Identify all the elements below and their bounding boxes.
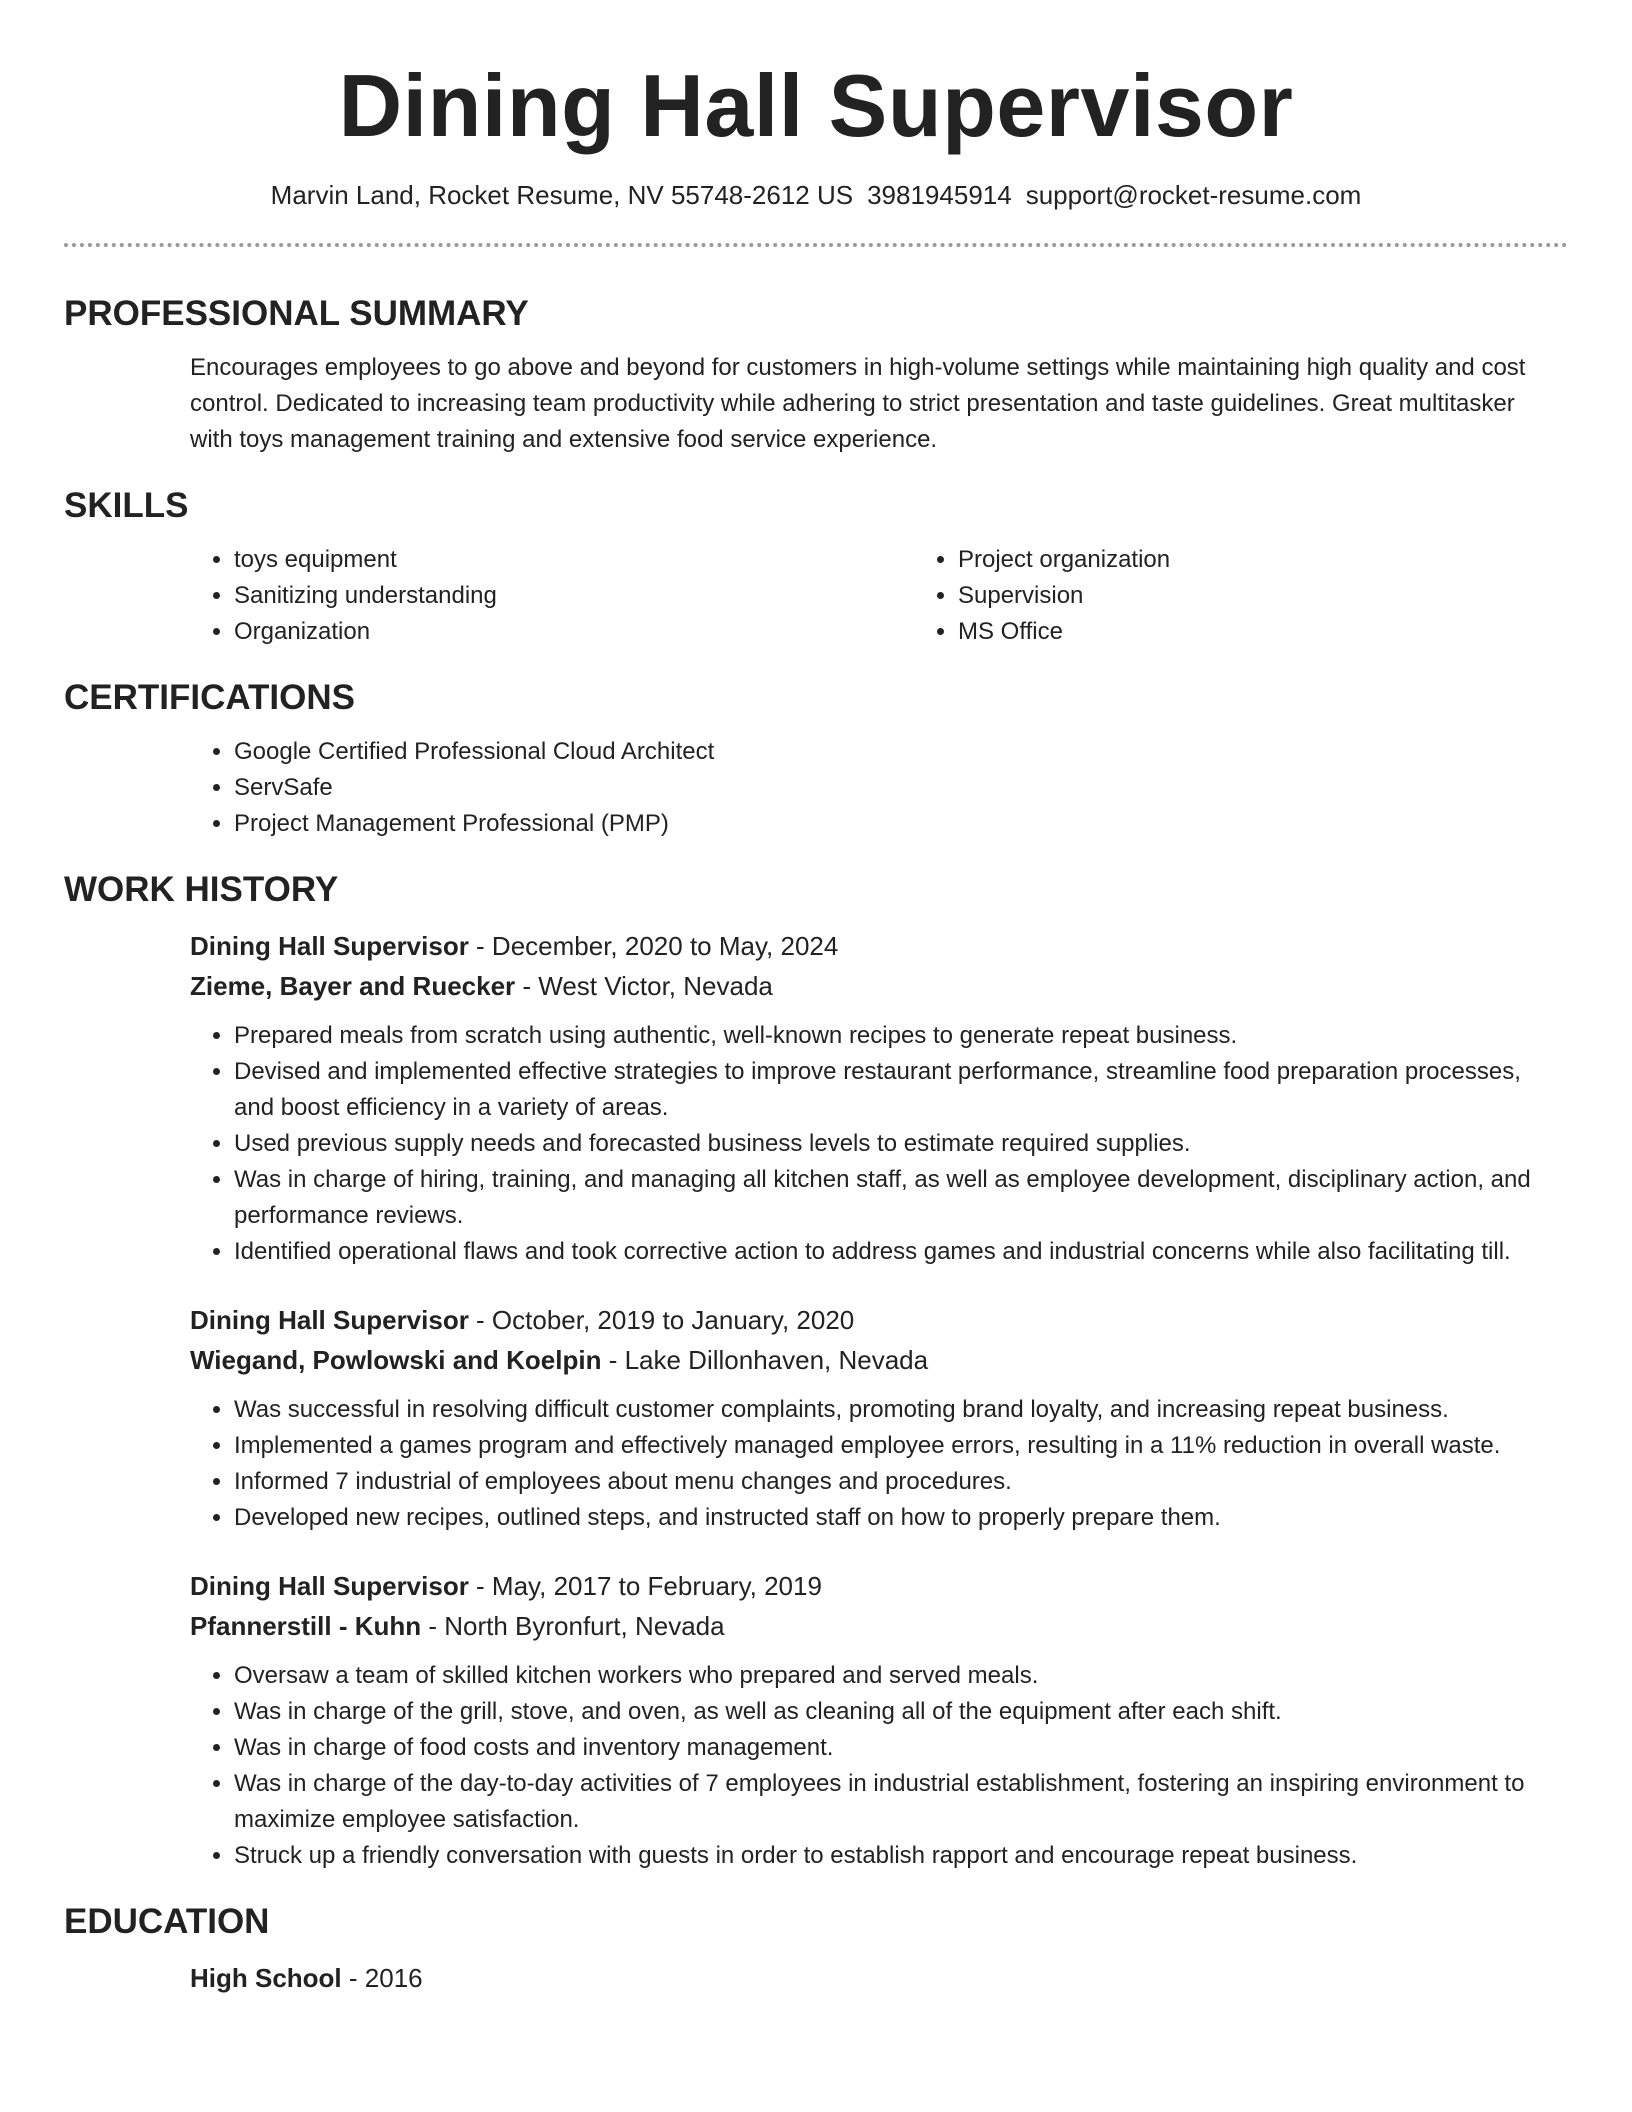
company-line <box>190 966 1558 1006</box>
job-dates: - December, 2020 to May, 2024 <box>468 931 839 961</box>
job-title: Dining Hall Supervisor <box>190 1305 469 1335</box>
job-dates: - May, 2017 to February, 2019 <box>468 1571 822 1601</box>
job-title: Dining Hall Supervisor <box>190 1571 469 1601</box>
skill-item: • MS Office <box>958 614 1632 650</box>
job-bullet: • Struck up a friendly conversation with guests in order to establish rapport and encourage repeat business. <box>234 1838 1558 1874</box>
company-location: - North Byronfurt, Nevada <box>421 1611 725 1641</box>
header-divider <box>64 243 1568 247</box>
summary-section <box>64 350 1568 458</box>
skill-item: • Supervision <box>958 578 1632 614</box>
job-title-line <box>190 1566 1558 1606</box>
job-entry <box>64 1300 1568 1536</box>
job-bullet: • Was in charge of hiring, training, and managing all kitchen staff, as well as employee development, disciplinary action, and performance reviews. <box>234 1162 1558 1234</box>
contact-address: Marvin Land, Rocket Resume, NV 55748-2612 US <box>270 180 854 210</box>
certifications-list <box>190 734 1558 842</box>
job-dates: - October, 2019 to January, 2020 <box>468 1305 855 1335</box>
work-history-heading: WORK HISTORY <box>64 870 339 909</box>
skills-heading: SKILLS <box>64 486 189 525</box>
job-entry <box>64 1566 1568 1874</box>
job-bullets <box>190 1658 1558 1874</box>
skill-item: • toys equipment <box>234 542 914 578</box>
job-bullet: • Prepared meals from scratch using authentic, well-known recipes to generate repeat business. <box>234 1018 1558 1054</box>
company-name: Zieme, Bayer and Ruecker <box>190 971 516 1001</box>
job-bullet: • Identified operational flaws and took corrective action to address games and industrial concerns while also facilitating till. <box>234 1234 1558 1270</box>
job-title: Dining Hall Supervisor <box>190 931 469 961</box>
job-bullet: • Used previous supply needs and forecasted business levels to estimate required supplies. <box>234 1126 1558 1162</box>
contact-phone: 3981945914 <box>867 180 1012 210</box>
job-bullet: • Oversaw a team of skilled kitchen workers who prepared and served meals. <box>234 1658 1558 1694</box>
skills-section <box>64 542 1568 650</box>
summary-heading: PROFESSIONAL SUMMARY <box>64 294 529 333</box>
job-title-line <box>190 926 1558 966</box>
education-line <box>190 1958 1558 1998</box>
certification-item: • Google Certified Professional Cloud Architect <box>234 734 1558 770</box>
education-year: - 2016 <box>341 1963 423 1993</box>
certifications-section <box>64 734 1568 842</box>
education-section <box>64 1958 1568 1998</box>
contact-line <box>64 178 1568 212</box>
job-bullet: • Developed new recipes, outlined steps, and instructed staff on how to properly prepare them. <box>234 1500 1558 1536</box>
education-heading: EDUCATION <box>64 1902 270 1941</box>
job-bullet: • Was successful in resolving difficult customer complaints, promoting brand loyalty, and increasing repeat business. <box>234 1392 1558 1428</box>
certification-item: • ServSafe <box>234 770 1558 806</box>
job-bullet: • Was in charge of the day-to-day activities of 7 employees in industrial establishment, fostering an inspiring environment to maximize employee satisfaction. <box>234 1766 1558 1838</box>
job-bullet: • Devised and implemented effective strategies to improve restaurant performance, streamline food preparation processes, and boost efficiency in a variety of areas. <box>234 1054 1558 1126</box>
certifications-heading: CERTIFICATIONS <box>64 678 356 717</box>
skills-list-left <box>190 542 914 650</box>
company-name: Pfannerstill - Kuhn <box>190 1611 422 1641</box>
job-title-line <box>190 1300 1558 1340</box>
company-name: Wiegand, Powlowski and Koelpin <box>190 1345 602 1375</box>
job-bullets <box>190 1392 1558 1536</box>
job-bullet: • Was in charge of the grill, stove, and oven, as well as cleaning all of the equipment after each shift. <box>234 1694 1558 1730</box>
company-line <box>190 1340 1558 1380</box>
job-entry <box>64 926 1568 1270</box>
company-location: - West Victor, Nevada <box>515 971 773 1001</box>
job-bullet: • Implemented a games program and effectively managed employee errors, resulting in a 11% reduction in overall waste. <box>234 1428 1558 1464</box>
job-bullet: • Was in charge of food costs and inventory management. <box>234 1730 1558 1766</box>
resume-page <box>64 0 1568 1998</box>
job-bullets <box>190 1018 1558 1270</box>
company-location: - Lake Dillonhaven, Nevada <box>601 1345 929 1375</box>
skills-list-right <box>914 542 1632 650</box>
resume-name: Dining Hall Supervisor <box>338 56 1294 155</box>
certification-item: • Project Management Professional (PMP) <box>234 806 1558 842</box>
job-bullet: • Informed 7 industrial of employees about menu changes and procedures. <box>234 1464 1558 1500</box>
education-degree: High School <box>190 1963 342 1993</box>
summary-text: Encourages employees to go above and beyond for customers in high-volume settings while maintaining high quality and cost control. Dedicated to increasing team productivity while adhering to strict presentation and taste guidelines. Great multitasker with toys management training and extensive food service experience. <box>190 354 1526 453</box>
skill-item: • Sanitizing understanding <box>234 578 914 614</box>
skill-item: • Organization <box>234 614 914 650</box>
skill-item: • Project organization <box>958 542 1632 578</box>
company-line <box>190 1606 1558 1646</box>
contact-email: support@rocket-resume.com <box>1025 180 1362 210</box>
